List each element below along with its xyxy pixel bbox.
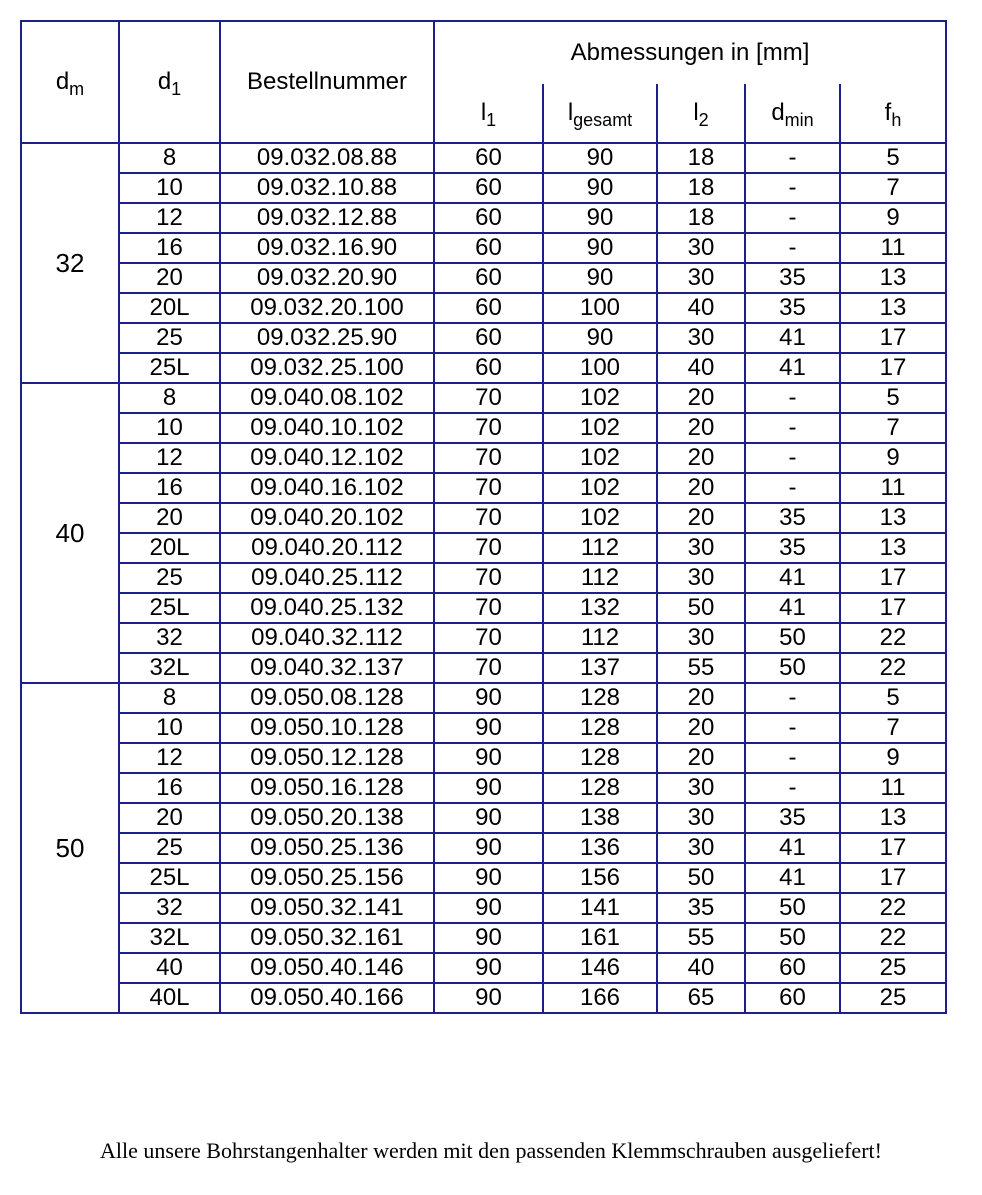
cell-dmin: 41 [745,323,840,353]
cell-d1: 25 [119,323,220,353]
cell-dmin: - [745,383,840,413]
cell-lgesamt: 90 [543,203,657,233]
table-row [21,833,946,863]
cell-l2: 30 [657,803,745,833]
cell-d1: 16 [119,473,220,503]
cell-fh: 5 [840,143,946,173]
cell-code: 09.032.08.88 [220,143,434,173]
cell-lgesamt: 161 [543,923,657,953]
cell-code: 09.032.16.90 [220,233,434,263]
cell-l2: 20 [657,503,745,533]
cell-lgesamt: 112 [543,533,657,563]
cell-lgesamt: 137 [543,653,657,683]
cell-d1: 16 [119,773,220,803]
cell-l1: 70 [434,443,543,473]
header-dm: $d_m$ [21,21,119,143]
cell-l2: 20 [657,683,745,713]
cell-lgesamt: 112 [543,623,657,653]
cell-code: 09.050.16.128 [220,773,434,803]
header-l2: $l_2$ [657,84,745,143]
cell-l1: 90 [434,683,543,713]
cell-d1: 20 [119,803,220,833]
cell-code: 09.050.12.128 [220,743,434,773]
cell-fh: 5 [840,683,946,713]
cell-code: 09.032.25.100 [220,353,434,383]
cell-lgesamt: 102 [543,443,657,473]
cell-code: 09.032.12.88 [220,203,434,233]
table-body [21,143,946,1013]
header-fh: $f_h$ [840,84,946,143]
cell-fh: 22 [840,923,946,953]
cell-dmin: 41 [745,593,840,623]
table-row [21,743,946,773]
cell-code: 09.050.10.128 [220,713,434,743]
cell-d1: 40L [119,983,220,1013]
cell-l1: 90 [434,803,543,833]
cell-fh: 25 [840,953,946,983]
cell-code: 09.040.10.102 [220,413,434,443]
table-row [21,653,946,683]
table-row [21,683,946,713]
cell-code: 09.032.25.90 [220,323,434,353]
cell-lgesamt: 146 [543,953,657,983]
cell-fh: 13 [840,263,946,293]
cell-code: 09.050.40.166 [220,983,434,1013]
cell-d1: 32 [119,893,220,923]
cell-l2: 30 [657,563,745,593]
cell-lgesamt: 102 [543,383,657,413]
cell-l2: 20 [657,713,745,743]
cell-code: 09.040.20.102 [220,503,434,533]
cell-fh: 9 [840,743,946,773]
footer-note: Alle unsere Bohrstangenhalter werden mit den passenden Klemmschrauben ausgeliefert! [100,1138,882,1163]
cell-dmin: - [745,413,840,443]
cell-d1: 25L [119,863,220,893]
cell-lgesamt: 138 [543,803,657,833]
cell-code: 09.040.25.132 [220,593,434,623]
cell-lgesamt: 102 [543,413,657,443]
cell-lgesamt: 136 [543,833,657,863]
table-row [21,623,946,653]
cell-fh: 11 [840,233,946,263]
cell-l2: 40 [657,293,745,323]
cell-dmin: - [745,743,840,773]
cell-l1: 60 [434,233,543,263]
cell-l2: 30 [657,233,745,263]
cell-l1: 60 [434,143,543,173]
header-dmin: $d_{min}$ [745,84,840,143]
cell-lgesamt: 132 [543,593,657,623]
cell-dmin: - [745,713,840,743]
cell-fh: 13 [840,503,946,533]
cell-l1: 70 [434,383,543,413]
cell-l1: 60 [434,293,543,323]
cell-dmin: - [745,143,840,173]
table-row [21,863,946,893]
cell-fh: 22 [840,893,946,923]
cell-code: 09.040.25.112 [220,563,434,593]
cell-code: 09.040.32.112 [220,623,434,653]
cell-l1: 90 [434,833,543,863]
cell-l1: 70 [434,473,543,503]
cell-lgesamt: 100 [543,353,657,383]
cell-dmin: - [745,173,840,203]
cell-fh: 9 [840,443,946,473]
cell-d1: 10 [119,713,220,743]
cell-l2: 30 [657,773,745,803]
cell-dmin: 60 [745,953,840,983]
cell-l2: 30 [657,323,745,353]
cell-fh: 22 [840,623,946,653]
cell-dmin: 50 [745,623,840,653]
header-dimensions-group: Abmessungen in [mm] [434,21,946,84]
cell-fh: 17 [840,863,946,893]
spec-table [20,20,947,1014]
cell-dmin: 60 [745,983,840,1013]
cell-code: 09.050.25.156 [220,863,434,893]
cell-d1: 40 [119,953,220,983]
cell-code: 09.050.32.161 [220,923,434,953]
cell-l1: 60 [434,173,543,203]
cell-l1: 70 [434,533,543,563]
cell-dm: 40 [21,383,119,683]
cell-l2: 20 [657,383,745,413]
cell-dmin: - [745,683,840,713]
cell-d1: 8 [119,143,220,173]
table-row [21,593,946,623]
cell-lgesamt: 128 [543,713,657,743]
cell-code: 09.040.12.102 [220,443,434,473]
cell-d1: 20 [119,503,220,533]
table-row [21,203,946,233]
cell-l2: 20 [657,473,745,503]
cell-d1: 10 [119,173,220,203]
cell-dmin: 50 [745,923,840,953]
cell-dm: 32 [21,143,119,383]
cell-fh: 7 [840,713,946,743]
table-row [21,173,946,203]
cell-l1: 60 [434,203,543,233]
cell-dmin: - [745,233,840,263]
cell-l1: 90 [434,743,543,773]
cell-l2: 50 [657,863,745,893]
cell-d1: 12 [119,203,220,233]
table-row [21,443,946,473]
cell-dmin: 41 [745,353,840,383]
cell-d1: 20L [119,533,220,563]
cell-dmin: - [745,473,840,503]
cell-l1: 70 [434,623,543,653]
cell-l1: 70 [434,593,543,623]
table-row [21,323,946,353]
cell-l2: 20 [657,443,745,473]
cell-l2: 18 [657,173,745,203]
table-row [21,473,946,503]
cell-l1: 70 [434,413,543,443]
cell-l2: 20 [657,743,745,773]
cell-code: 09.050.08.128 [220,683,434,713]
cell-dm: 50 [21,683,119,1013]
cell-code: 09.040.20.112 [220,533,434,563]
cell-l2: 20 [657,413,745,443]
cell-dmin: 50 [745,893,840,923]
cell-l2: 30 [657,533,745,563]
cell-lgesamt: 166 [543,983,657,1013]
table-row [21,293,946,323]
cell-l1: 90 [434,983,543,1013]
cell-l2: 18 [657,143,745,173]
cell-l2: 55 [657,923,745,953]
cell-lgesamt: 90 [543,173,657,203]
cell-l1: 90 [434,773,543,803]
cell-d1: 20L [119,293,220,323]
table-row [21,713,946,743]
cell-d1: 32L [119,653,220,683]
cell-fh: 17 [840,353,946,383]
cell-dmin: 41 [745,833,840,863]
cell-fh: 5 [840,383,946,413]
cell-dmin: 35 [745,263,840,293]
cell-d1: 32L [119,923,220,953]
table-row [21,953,946,983]
cell-d1: 8 [119,383,220,413]
cell-lgesamt: 100 [543,293,657,323]
cell-l1: 60 [434,353,543,383]
cell-l2: 50 [657,593,745,623]
header-d1: $d_1$ [119,21,220,143]
cell-code: 09.050.40.146 [220,953,434,983]
cell-l1: 70 [434,563,543,593]
cell-l1: 90 [434,923,543,953]
cell-d1: 10 [119,413,220,443]
cell-code: 09.050.25.136 [220,833,434,863]
table-row [21,983,946,1013]
cell-l1: 60 [434,263,543,293]
cell-code: 09.050.32.141 [220,893,434,923]
table-row [21,143,946,173]
cell-lgesamt: 128 [543,743,657,773]
cell-l1: 90 [434,713,543,743]
header-lgesamt: $l_{gesamt}$ [543,84,657,143]
cell-code: 09.032.20.100 [220,293,434,323]
table-row [21,893,946,923]
cell-l2: 30 [657,623,745,653]
cell-d1: 12 [119,743,220,773]
cell-fh: 11 [840,473,946,503]
cell-fh: 13 [840,803,946,833]
cell-d1: 25L [119,593,220,623]
cell-dmin: 35 [745,503,840,533]
cell-code: 09.050.20.138 [220,803,434,833]
cell-dmin: - [745,443,840,473]
table-row [21,263,946,293]
cell-lgesamt: 90 [543,143,657,173]
cell-lgesamt: 90 [543,233,657,263]
cell-lgesamt: 128 [543,773,657,803]
table-row [21,383,946,413]
cell-lgesamt: 112 [543,563,657,593]
cell-fh: 17 [840,593,946,623]
cell-fh: 13 [840,533,946,563]
table-row [21,503,946,533]
cell-d1: 25 [119,833,220,863]
table-row [21,923,946,953]
cell-dmin: 35 [745,803,840,833]
cell-dmin: - [745,203,840,233]
cell-fh: 7 [840,173,946,203]
cell-code: 09.040.16.102 [220,473,434,503]
table-row [21,803,946,833]
cell-l1: 90 [434,863,543,893]
cell-fh: 22 [840,653,946,683]
cell-d1: 32 [119,623,220,653]
cell-lgesamt: 156 [543,863,657,893]
cell-fh: 7 [840,413,946,443]
cell-dmin: 35 [745,533,840,563]
cell-l2: 40 [657,353,745,383]
table-row [21,773,946,803]
cell-fh: 17 [840,323,946,353]
cell-lgesamt: 141 [543,893,657,923]
cell-fh: 17 [840,563,946,593]
header-order-number: Bestellnummer [220,21,434,143]
cell-lgesamt: 102 [543,503,657,533]
cell-code: 09.032.20.90 [220,263,434,293]
cell-lgesamt: 102 [543,473,657,503]
table-row [21,233,946,263]
header-l1: $l_1$ [434,84,543,143]
cell-l2: 30 [657,263,745,293]
cell-l2: 18 [657,203,745,233]
cell-l1: 70 [434,503,543,533]
cell-dmin: 50 [745,653,840,683]
table-header [21,21,946,143]
cell-l1: 90 [434,893,543,923]
cell-fh: 11 [840,773,946,803]
cell-l2: 30 [657,833,745,863]
cell-l2: 35 [657,893,745,923]
cell-fh: 25 [840,983,946,1013]
cell-l1: 70 [434,653,543,683]
cell-dmin: 41 [745,863,840,893]
cell-dmin: 35 [745,293,840,323]
cell-fh: 17 [840,833,946,863]
cell-code: 09.040.32.137 [220,653,434,683]
table-row [21,413,946,443]
cell-lgesamt: 90 [543,263,657,293]
cell-d1: 8 [119,683,220,713]
cell-d1: 16 [119,233,220,263]
cell-code: 09.032.10.88 [220,173,434,203]
cell-l2: 40 [657,953,745,983]
table-row [21,353,946,383]
cell-dmin: - [745,773,840,803]
table-row [21,533,946,563]
cell-d1: 25L [119,353,220,383]
cell-dmin: 41 [745,563,840,593]
cell-d1: 12 [119,443,220,473]
cell-code: 09.040.08.102 [220,383,434,413]
cell-l1: 60 [434,323,543,353]
cell-fh: 9 [840,203,946,233]
table-row [21,563,946,593]
cell-lgesamt: 128 [543,683,657,713]
cell-lgesamt: 90 [543,323,657,353]
cell-d1: 20 [119,263,220,293]
cell-l1: 90 [434,953,543,983]
cell-d1: 25 [119,563,220,593]
cell-l2: 65 [657,983,745,1013]
cell-l2: 55 [657,653,745,683]
cell-fh: 13 [840,293,946,323]
